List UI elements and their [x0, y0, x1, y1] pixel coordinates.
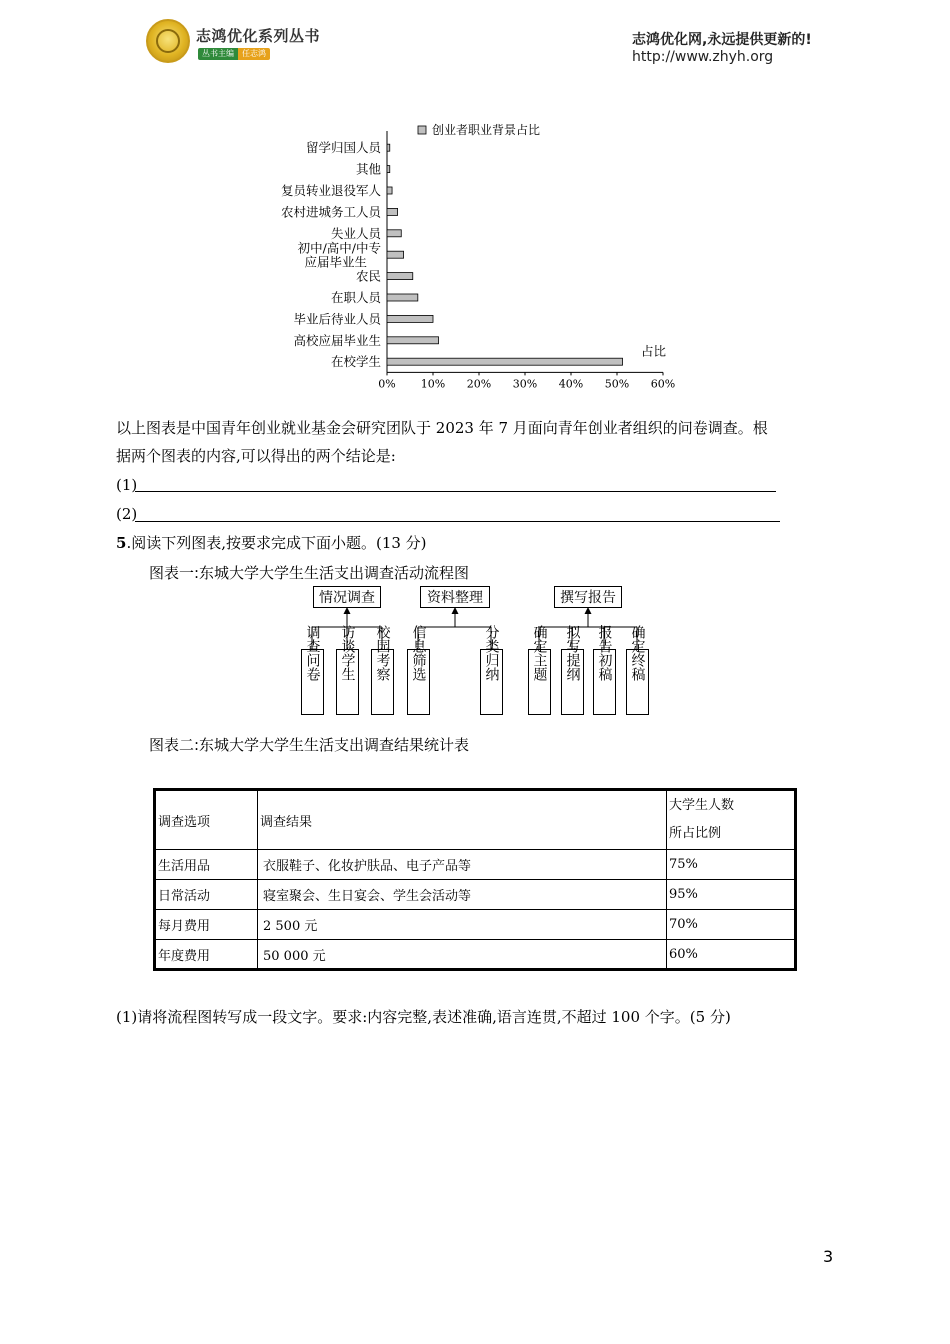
header-url[interactable]: http://www.zhyh.org: [632, 49, 774, 65]
table-header: [667, 790, 796, 850]
category-label: 在职人员: [330, 290, 381, 305]
flow-label-survey: 情况调查: [319, 590, 375, 606]
table-cell: 75%: [667, 850, 796, 880]
bar: [387, 358, 623, 365]
table-cell: 年度费用: [155, 940, 258, 970]
category-label: 复员转业退役军人: [280, 183, 381, 198]
table-row: [155, 940, 796, 970]
flow-step-classify: 分类归纳: [483, 625, 500, 681]
bar: [387, 166, 390, 173]
bar: [387, 251, 404, 258]
table-header: 调查选项: [155, 790, 258, 850]
editor-badge: [198, 48, 270, 60]
arrow-icon: [344, 607, 351, 614]
sub-question-1: (1)请将流程图转写成一段文字。要求:内容完整,表述准确,语言连贯,不超过 100 个字。(5 分): [116, 1008, 731, 1026]
bar: [387, 230, 401, 237]
category-label: 农民: [355, 268, 381, 284]
q5-heading: [116, 529, 427, 557]
legend-swatch: [418, 126, 426, 134]
table-row: [155, 880, 796, 910]
bar: [387, 294, 418, 301]
flow-step-filter: 信息筛选: [410, 625, 427, 681]
table-cell: 60%: [667, 940, 796, 970]
flow-step-final: 确定终稿: [629, 625, 646, 681]
survey-flowchart: [290, 583, 660, 718]
flow-label-report: 撰写报告: [560, 590, 616, 606]
category-label: 应届毕业生: [304, 254, 367, 270]
table-row: [155, 850, 796, 880]
legend-label: 创业者职业背景占比: [432, 123, 541, 137]
arrow-icon: [452, 607, 459, 614]
header-slogan: 志鸿优化网,永远提供更新的!: [632, 32, 812, 48]
q4-blank-label-1: (1): [116, 476, 138, 494]
q5-number: 5: [116, 534, 127, 552]
q4-text-line2: 据两个图表的内容,可以得出的两个结论是:: [116, 447, 396, 465]
flowchart-title: 图表一:东城大学大学生生活支出调查活动流程图: [149, 564, 470, 582]
table-cell: 寝室聚会、生日宴会、学生会活动等: [258, 880, 667, 910]
bar: [387, 337, 439, 344]
table-cell: 2 500 元: [258, 910, 667, 940]
table-title: 图表二:东城大学大学生生活支出调查结果统计表: [149, 736, 470, 754]
category-label: 在校学生: [330, 354, 381, 370]
value-axis-label: 占比: [641, 343, 667, 359]
flow-step-outline: 拟写提纲: [564, 625, 581, 681]
flow-step-campus: 校园考察: [374, 625, 391, 681]
flow-step-interview: 访谈学生: [339, 625, 356, 681]
editor-name: 任志鸿: [238, 48, 270, 60]
x-tick-label: 10%: [420, 377, 446, 391]
page-number: 3: [823, 1247, 834, 1266]
category-label: 高校应届毕业生: [293, 332, 381, 348]
table-cell: 生活用品: [155, 850, 258, 880]
table-cell: 95%: [667, 880, 796, 910]
category-label: 其他: [355, 161, 381, 177]
bar: [387, 187, 392, 194]
flow-label-organize: 资料整理: [427, 590, 483, 606]
flow-step-topic: 确定主题: [531, 625, 548, 681]
table-cell: 70%: [667, 910, 796, 940]
table-cell: 衣服鞋子、化妆护肤品、电子产品等: [258, 850, 667, 880]
category-label: 失业人员: [330, 225, 381, 241]
q4-answer-line-1[interactable]: [135, 491, 776, 492]
category-label: 初中/高中/中专: [297, 240, 381, 256]
bar: [387, 315, 433, 322]
category-label: 农村进城务工人员: [280, 204, 381, 220]
table-header: 调查结果: [258, 790, 667, 850]
publisher-logo: [146, 19, 190, 63]
table-cell: 日常活动: [155, 880, 258, 910]
flow-step-draft: 报告初稿: [596, 625, 613, 681]
bar: [387, 144, 390, 151]
table-header-line: 大学生人数: [669, 798, 735, 813]
table-cell: 50 000 元: [258, 940, 667, 970]
q4-answer-line-2[interactable]: [135, 521, 780, 522]
bar: [387, 208, 398, 215]
x-tick-label: 30%: [512, 377, 538, 391]
category-label: 毕业后待业人员: [293, 311, 381, 327]
q4-text-line1: 以上图表是中国青年创业就业基金会研究团队于 2023 年 7 月面向青年创业者组织的问卷调查。根: [116, 419, 768, 437]
arrow-icon: [585, 607, 592, 614]
category-label: 留学归国人员: [305, 140, 381, 156]
x-tick-label: 40%: [558, 377, 584, 391]
q4-blank-label-2: (2): [116, 505, 138, 523]
x-tick-label: 20%: [466, 377, 492, 391]
x-tick-label: 60%: [650, 377, 676, 391]
bar: [387, 273, 413, 280]
q5-text: .阅读下列图表,按要求完成下面小题。(13 分): [126, 534, 427, 552]
x-tick-label: 50%: [604, 377, 630, 391]
flow-step-questionnaire: 调查问卷: [304, 625, 321, 681]
occupation-background-chart: [260, 115, 690, 400]
survey-result-table: [153, 788, 797, 971]
series-title: 志鸿优化系列丛书: [196, 27, 321, 45]
x-tick-label: 0%: [378, 377, 396, 391]
table-cell: 每月费用: [155, 910, 258, 940]
table-header-line: 所占比例: [669, 826, 722, 841]
table-header-row: [155, 790, 796, 850]
table-row: [155, 910, 796, 940]
editor-label: 丛书主编: [198, 48, 238, 60]
